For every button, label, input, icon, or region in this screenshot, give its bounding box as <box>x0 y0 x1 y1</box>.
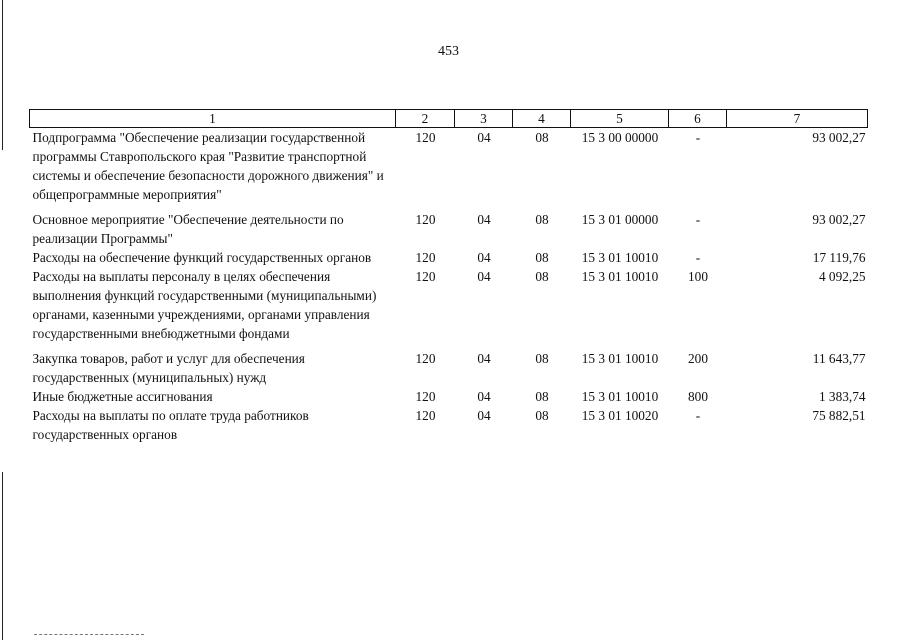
table-row <box>30 248 868 267</box>
row-ministry-code: 120 <box>415 130 436 145</box>
row-ministry-code: 120 <box>415 212 436 227</box>
row-ministry-code: 120 <box>415 351 436 366</box>
row-name: Иные бюджетные ассигнования <box>32 389 213 404</box>
row-subsection-code: 08 <box>535 269 549 284</box>
header-col-2: 2 <box>396 110 455 128</box>
row-section-code: 04 <box>477 389 491 404</box>
row-expense-kind: 100 <box>688 269 708 284</box>
row-subsection-code: 08 <box>535 408 549 423</box>
row-section-code: 04 <box>477 250 491 265</box>
row-section-code: 04 <box>477 130 491 145</box>
table-row <box>30 267 868 349</box>
table-header <box>30 110 868 128</box>
row-subsection-code: 08 <box>535 351 549 366</box>
row-target-code: 15 3 01 10020 <box>581 408 659 423</box>
row-amount: 11 643,77 <box>812 351 866 366</box>
scan-edge-line <box>2 0 3 150</box>
row-amount: 93 002,27 <box>812 130 866 145</box>
row-subsection-code: 08 <box>535 389 549 404</box>
table-row <box>30 387 868 406</box>
row-subsection-code: 08 <box>535 250 549 265</box>
row-section-code: 04 <box>477 212 491 227</box>
table-row <box>30 210 868 248</box>
row-target-code: 15 3 00 00000 <box>581 130 659 145</box>
header-row <box>30 110 868 128</box>
row-target-code: 15 3 01 10010 <box>581 250 659 265</box>
row-section-code: 04 <box>477 351 491 366</box>
header-col-7: 7 <box>727 110 868 128</box>
row-target-code: 15 3 01 10010 <box>581 389 659 404</box>
scan-edge-line <box>2 472 3 622</box>
row-ministry-code: 120 <box>415 250 436 265</box>
header-col-3: 3 <box>455 110 513 128</box>
row-ministry-code: 120 <box>415 408 436 423</box>
row-section-code: 04 <box>477 408 491 423</box>
header-col-6: 6 <box>669 110 727 128</box>
row-expense-kind: - <box>695 212 701 227</box>
table-row <box>30 406 868 444</box>
header-col-4: 4 <box>513 110 571 128</box>
header-col-5: 5 <box>571 110 669 128</box>
table-body <box>30 128 868 445</box>
row-name: Основное мероприятие "Обеспечение деятельности по реализации Программы" <box>32 212 344 246</box>
row-name: Подпрограмма "Обеспечение реализации государственной программы Ставропольского края "Развитие транспортной системы и обеспечение безопасности дорожного движения" и общепрограммные мероприятия" <box>32 130 384 202</box>
row-ministry-code: 120 <box>415 389 436 404</box>
row-amount: 1 383,74 <box>818 389 866 404</box>
row-amount: 93 002,27 <box>812 212 866 227</box>
scan-edge-line <box>2 620 3 640</box>
row-expense-kind: - <box>695 130 701 145</box>
page-number: 453 <box>438 44 459 59</box>
row-amount: 4 092,25 <box>818 269 866 284</box>
row-target-code: 15 3 01 10010 <box>581 351 659 366</box>
row-name: Расходы на обеспечение функций государственных органов <box>32 250 372 265</box>
row-name: Расходы на выплаты персоналу в целях обеспечения выполнения функций государственными (муниципальными) органами, казенными учреждениями, органами управления государственными внебюджетными фондами <box>32 269 377 341</box>
row-target-code: 15 3 01 10010 <box>581 269 659 284</box>
row-subsection-code: 08 <box>535 212 549 227</box>
row-expense-kind: 200 <box>688 351 708 366</box>
row-section-code: 04 <box>477 269 491 284</box>
footer-mark <box>34 634 144 637</box>
table-row <box>30 128 868 211</box>
row-amount: 75 882,51 <box>812 408 866 423</box>
row-ministry-code: 120 <box>415 269 436 284</box>
header-col-1: 1 <box>30 110 396 128</box>
row-name: Расходы на выплаты по оплате труда работников государственных органов <box>32 408 309 442</box>
row-name: Закупка товаров, работ и услуг для обеспечения государственных (муниципальных) нужд <box>32 351 305 385</box>
table-row <box>30 349 868 387</box>
row-expense-kind: - <box>695 408 701 423</box>
row-subsection-code: 08 <box>535 130 549 145</box>
row-expense-kind: - <box>695 250 701 265</box>
budget-table <box>29 109 868 444</box>
row-amount: 17 119,76 <box>812 250 866 265</box>
row-expense-kind: 800 <box>688 389 708 404</box>
row-target-code: 15 3 01 00000 <box>581 212 659 227</box>
